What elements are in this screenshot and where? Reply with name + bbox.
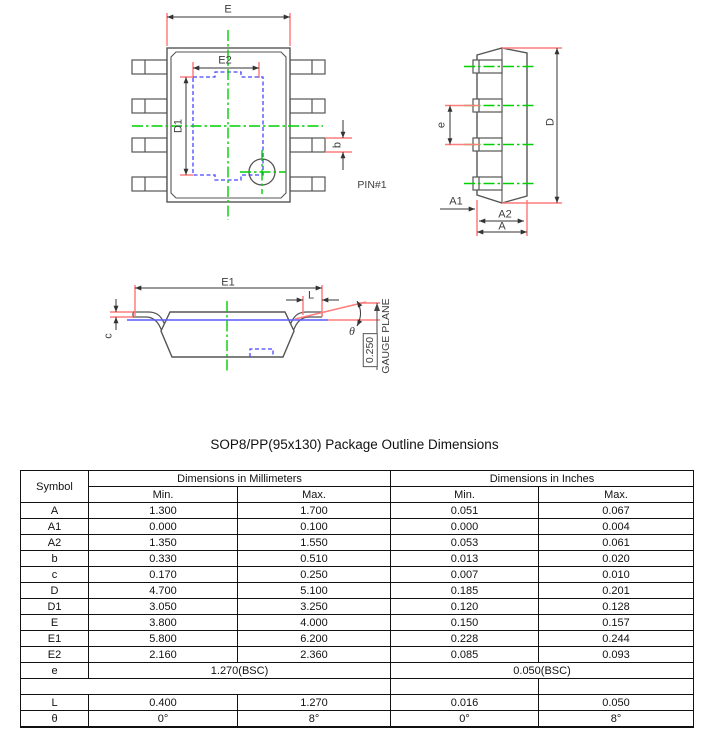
dim-label-A: A [498, 220, 506, 233]
table-row [21, 615, 694, 631]
in-max-cell: 0.067 [539, 503, 694, 519]
mm-min-cell: 0.400 [89, 695, 238, 711]
table-row [21, 519, 694, 535]
dim-label-D1: D1 [172, 118, 185, 134]
in-min-cell: 0.085 [391, 647, 539, 663]
header-in-max: Max. [539, 487, 694, 503]
in-max-cell: 0.201 [539, 583, 694, 599]
in-max-cell: 0.004 [539, 519, 694, 535]
table-row [21, 599, 694, 615]
spacer-left-cell [21, 679, 391, 695]
mm-min-cell: 0.330 [89, 551, 238, 567]
in-min-cell: 0.051 [391, 503, 539, 519]
header-mm-max: Max. [238, 487, 391, 503]
mm-max-cell: 1.700 [238, 503, 391, 519]
gauge-plane-label: GAUGE PLANE [379, 298, 392, 374]
symbol-cell: D1 [21, 599, 89, 615]
header-symbol: Symbol [21, 471, 89, 503]
mm-min-cell: 5.800 [89, 631, 238, 647]
in-min-cell: 0.120 [391, 599, 539, 615]
header-inches: Dimensions in Inches [391, 471, 694, 487]
pin1-label: PIN#1 [357, 178, 387, 191]
top-view-drawing [90, 0, 370, 230]
symbol-cell: E1 [21, 631, 89, 647]
mm-min-cell: 1.300 [89, 503, 238, 519]
dimensions-table-body [21, 503, 694, 728]
dim-label-E2: E2 [218, 54, 232, 67]
symbol-cell: e [21, 663, 89, 679]
in-max-cell: 0.020 [539, 551, 694, 567]
gauge-offset-label: 0.250 [363, 333, 378, 367]
mm-min-cell: 4.700 [89, 583, 238, 599]
dim-label-A2: A2 [498, 208, 512, 221]
symbol-cell: θ [21, 711, 89, 728]
dim-label-b: b [331, 141, 344, 149]
in-max-cell: 0.244 [539, 631, 694, 647]
in-min-cell: 0.007 [391, 567, 539, 583]
symbol-cell: E2 [21, 647, 89, 663]
mm-max-cell: 0.100 [238, 519, 391, 535]
mm-max-cell: 1.270 [238, 695, 391, 711]
in-max-cell: 0.010 [539, 567, 694, 583]
header-in-min: Min. [391, 487, 539, 503]
table-row [21, 647, 694, 663]
in-min-cell: 0.150 [391, 615, 539, 631]
mm-max-cell: 0.250 [238, 567, 391, 583]
table-row [21, 567, 694, 583]
dim-label-A1: A1 [449, 195, 463, 208]
mm-min-cell: 2.160 [89, 647, 238, 663]
in-min-cell: 0.000 [391, 519, 539, 535]
in-min-cell: 0.228 [391, 631, 539, 647]
mm-span-cell: 1.270(BSC) [89, 663, 391, 679]
in-min-cell: 0.016 [391, 695, 539, 711]
header-mm: Dimensions in Millimeters [89, 471, 391, 487]
symbol-cell: A1 [21, 519, 89, 535]
mm-min-cell: 0.170 [89, 567, 238, 583]
symbol-cell: b [21, 551, 89, 567]
mm-max-cell: 0.510 [238, 551, 391, 567]
dim-label-E1: E1 [221, 276, 235, 289]
in-max-cell: 0.061 [539, 535, 694, 551]
table-row [21, 711, 694, 728]
mm-max-cell: 6.200 [238, 631, 391, 647]
symbol-cell: L [21, 695, 89, 711]
dim-label-c: c [102, 333, 115, 339]
mm-max-cell: 3.250 [238, 599, 391, 615]
table-row [21, 535, 694, 551]
in-max-cell: 0.157 [539, 615, 694, 631]
in-min-cell: 0° [391, 711, 539, 728]
in-max-cell: 0.128 [539, 599, 694, 615]
in-max-cell: 8° [539, 711, 694, 728]
in-min-cell: 0.013 [391, 551, 539, 567]
mm-min-cell: 0° [89, 711, 238, 728]
mm-max-cell: 5.100 [238, 583, 391, 599]
symbol-cell: c [21, 567, 89, 583]
header-mm-min: Min. [89, 487, 238, 503]
table-subheader-row [21, 487, 694, 503]
mm-max-cell: 1.550 [238, 535, 391, 551]
mm-min-cell: 1.350 [89, 535, 238, 551]
table-header-row [21, 471, 694, 487]
mm-min-cell: 3.800 [89, 615, 238, 631]
dim-label-e: e [435, 121, 448, 129]
mm-max-cell: 2.360 [238, 647, 391, 663]
table-row [21, 663, 694, 679]
in-max-cell: 0.093 [539, 647, 694, 663]
table-row [21, 551, 694, 567]
spacer-mid-cell [391, 679, 539, 695]
dim-label-theta: θ [349, 324, 355, 338]
in-min-cell: 0.053 [391, 535, 539, 551]
mm-min-cell: 0.000 [89, 519, 238, 535]
mm-max-cell: 4.000 [238, 615, 391, 631]
symbol-cell: A [21, 503, 89, 519]
dimensions-table [20, 470, 694, 728]
table-row [21, 631, 694, 647]
mm-max-cell: 8° [238, 711, 391, 728]
table-row [21, 503, 694, 519]
dim-label-E: E [224, 3, 232, 16]
symbol-cell: E [21, 615, 89, 631]
table-row [21, 583, 694, 599]
page-title: SOP8/PP(95x130) Package Outline Dimensions [210, 437, 499, 452]
in-span-cell: 0.050(BSC) [391, 663, 694, 679]
table-row [21, 679, 694, 695]
table-row [21, 695, 694, 711]
in-max-cell: 0.050 [539, 695, 694, 711]
symbol-cell: D [21, 583, 89, 599]
dim-label-D: D [544, 118, 557, 126]
symbol-cell: A2 [21, 535, 89, 551]
mm-min-cell: 3.050 [89, 599, 238, 615]
spacer-right-cell [539, 679, 694, 695]
dim-label-L: L [307, 289, 315, 302]
in-min-cell: 0.185 [391, 583, 539, 599]
